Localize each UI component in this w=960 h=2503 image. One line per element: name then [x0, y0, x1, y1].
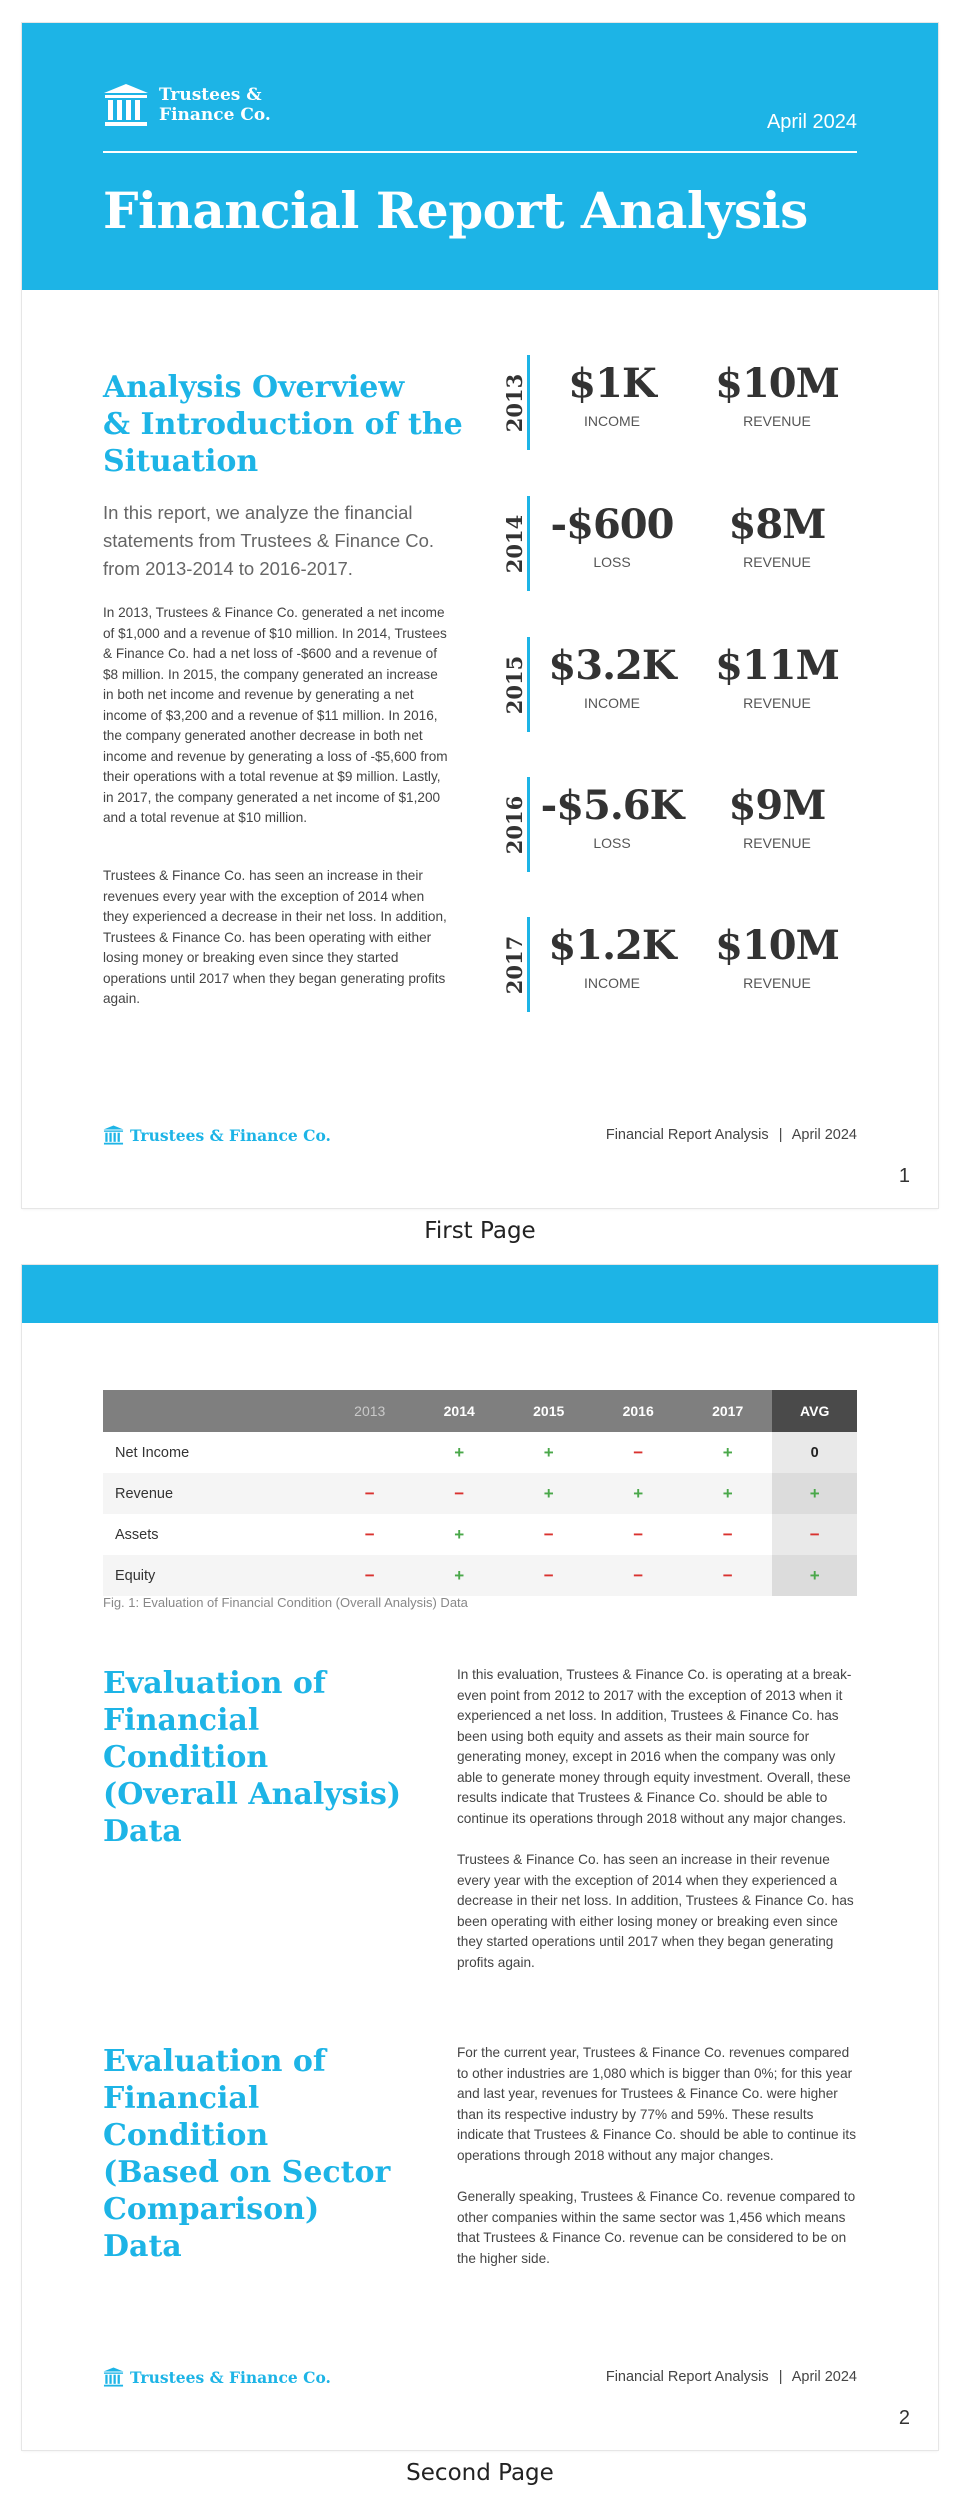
- minus-icon: −: [414, 1473, 503, 1514]
- year-label: [484, 935, 544, 995]
- row-label: Assets: [115, 1526, 159, 1543]
- year-stat-2013: [492, 355, 872, 450]
- stat-revenue: [702, 500, 852, 570]
- year-label: [484, 514, 544, 574]
- stat-label: REVENUE: [743, 695, 811, 711]
- year-label-text: 2013: [501, 373, 527, 433]
- table-row: [103, 1514, 857, 1555]
- page-caption-first: First Page: [424, 1218, 536, 1244]
- page-footer: [103, 2367, 857, 2391]
- stat-value: -$600: [550, 501, 674, 548]
- heading-line: Comparison) Data: [103, 2192, 320, 2264]
- minus-icon: −: [364, 1524, 375, 1544]
- year-stat-2017: [492, 917, 872, 1012]
- heading-line: (Based on Sector: [103, 2155, 391, 2190]
- brand-name-line2: Finance Co.: [159, 105, 271, 125]
- year-divider: [527, 917, 530, 1012]
- page-footer: [103, 1125, 857, 1149]
- plus-icon: +: [683, 1473, 772, 1514]
- heading-line: Data: [103, 1814, 182, 1849]
- table-header-cell: 2015: [504, 1390, 593, 1432]
- minus-icon: −: [325, 1473, 414, 1514]
- table-row: [103, 1555, 857, 1596]
- stat-value: $11M: [715, 642, 839, 689]
- avg-cell: +: [772, 1473, 857, 1514]
- year-stat-2016: [492, 777, 872, 872]
- evaluation-overall-text: [457, 1665, 857, 1973]
- stat-value: $9M: [728, 782, 826, 829]
- year-divider: [527, 355, 530, 450]
- footer-date: April 2024: [791, 2369, 857, 2385]
- paragraph: In this evaluation, Trustees & Finance Co. is operating at a break-even point from 2012 to 2017 with the exception of 2013 when it experienced a net loss. In addition, Trustees & Finance Co. has been using both equity and assets as their main source for generating money, except in 2016 when the company was only able to generate money through equity investment. Overall, these results indicate that Trustees & Finance Co. should be able to continue its operations through 2018 without any major changes.: [457, 1667, 852, 1826]
- brand-logo: [103, 83, 271, 127]
- table-header-cell: 2017: [683, 1390, 772, 1432]
- year-stat-2014: [492, 496, 872, 591]
- figure-caption: Fig. 1: Evaluation of Financial Condition (Overall Analysis) Data: [103, 1595, 468, 1610]
- stat-revenue: [702, 921, 852, 991]
- avg-cell: 0: [772, 1432, 857, 1473]
- minus-icon: −: [504, 1555, 593, 1596]
- table-header-cell: 2016: [593, 1390, 682, 1432]
- stat-label: REVENUE: [743, 835, 811, 851]
- year-stat-2015: [492, 637, 872, 732]
- stat-income: [537, 359, 687, 429]
- row-label: Net Income: [115, 1444, 190, 1461]
- evaluation-sector-text: [457, 2043, 857, 2269]
- stat-label: INCOME: [584, 695, 640, 711]
- stat-value: $1K: [568, 360, 656, 407]
- stat-value: $8M: [728, 501, 826, 548]
- minus-icon: −: [593, 1555, 682, 1596]
- minus-icon: −: [683, 1555, 772, 1596]
- footer-brand-name: Trustees & Finance Co.: [130, 1125, 331, 1145]
- plus-icon: +: [543, 1442, 554, 1462]
- paragraph: For the current year, Trustees & Finance Co. revenues compared to other industries are 1,080 which is bigger than 0%; for this year and last year, revenues for Trustees & Finance Co. were higher than its respective industry by 77% and 59%. These results indicate that Trustees & Finance Co. should be able to continue its operations through 2018 without any major changes.: [457, 2045, 856, 2163]
- overview-paragraph-2: Trustees & Finance Co. has seen an increase in their revenues every year with the exception of 2014 when they experienced a decrease in their net loss. In addition, Trustees & Finance Co. has been operating with either losing money or breaking even since they started operations until 2017 when they began generating profits again.: [103, 868, 447, 1006]
- row-label: Revenue: [103, 1473, 325, 1514]
- minus-icon: −: [633, 1524, 644, 1544]
- heading-line: Financial Condition: [103, 2081, 269, 2153]
- heading-line: Evaluation of: [103, 1666, 326, 1701]
- year-label-text: 2017: [501, 935, 527, 995]
- heading-line: (Overall Analysis): [103, 1777, 402, 1812]
- stat-value: $10M: [715, 922, 839, 969]
- evaluation-overall-heading: [103, 1665, 403, 1850]
- evaluation-table: [103, 1390, 857, 1596]
- page-number: 2: [898, 2407, 910, 2429]
- stat-revenue: [702, 359, 852, 429]
- stat-value: $3.2K: [548, 642, 676, 689]
- footer-info: [606, 2369, 857, 2385]
- evaluation-sector-heading: [103, 2043, 403, 2265]
- page-title: Financial Report Analysis: [103, 181, 808, 240]
- table-row: [103, 1473, 857, 1514]
- paragraph: Generally speaking, Trustees & Finance Co. revenue compared to other companies within the same sector was 1,456 which means that Trustees & Finance Co. revenue can be considered to be on the higher side.: [457, 2189, 856, 2266]
- plus-icon: +: [722, 1442, 733, 1462]
- stat-label: REVENUE: [743, 975, 811, 991]
- stat-income: [537, 921, 687, 991]
- stat-label: INCOME: [584, 413, 640, 429]
- overview-heading-line3: Situation: [103, 444, 259, 479]
- avg-cell: −: [772, 1514, 857, 1555]
- stat-label: REVENUE: [743, 413, 811, 429]
- plus-icon: +: [454, 1442, 465, 1462]
- footer-date: April 2024: [791, 1127, 857, 1143]
- footer-brand-name: Trustees & Finance Co.: [130, 2367, 331, 2387]
- overview-paragraph-1: In 2013, Trustees & Finance Co. generated a net income of $1,000 and a revenue of $10 million. In 2014, Trustees & Finance Co. had a net loss of -$600 and a revenue of $8 million. In 2015, the company generated an increase in both net income and revenue by generating a net income of $3,200 and a revenue of $11 million. In 2016, the company generated another decrease in both net income and revenue by generating a loss of -$5,600 from their operations with a total revenue at $9 million. Lastly, in 2017, the company generated a net income of $1,200 and a total revenue at $10 million.: [103, 605, 448, 825]
- minus-icon: −: [633, 1442, 644, 1462]
- table-cell: [325, 1432, 414, 1473]
- header-date: April 2024: [766, 111, 857, 133]
- stat-value: -$5.6K: [540, 782, 684, 829]
- report-page-1: [22, 23, 938, 1208]
- overview-heading-line2: & Introduction of the: [103, 407, 463, 442]
- stat-income: [537, 641, 687, 711]
- year-label-text: 2015: [501, 655, 527, 715]
- page-number: 1: [898, 1165, 910, 1187]
- year-label: [484, 795, 544, 855]
- footer-title: Financial Report Analysis: [605, 2369, 769, 2385]
- year-label-text: 2016: [501, 795, 527, 855]
- minus-icon: −: [722, 1524, 733, 1544]
- table-header-cell: 2014: [414, 1390, 503, 1432]
- footer-brand: [103, 1125, 331, 1145]
- page-header: [22, 23, 938, 290]
- stat-value: $1.2K: [548, 922, 676, 969]
- stat-label: LOSS: [593, 554, 631, 570]
- brand-name: [159, 85, 271, 125]
- stat-value: $10M: [715, 360, 839, 407]
- bank-building-icon: [103, 83, 149, 127]
- row-label: Equity: [103, 1555, 325, 1596]
- heading-line: Financial Condition: [103, 1703, 269, 1775]
- paragraph: Trustees & Finance Co. has seen an increase in their revenue every year with the exception of 2014 when they experienced a decrease in their net loss. In addition, Trustees & Finance Co. has been operating with either losing money or breaking even since they started operations until 2017 when they began generating profits again.: [457, 1852, 854, 1970]
- stat-revenue: [702, 781, 852, 851]
- brand-name-line1: Trustees &: [159, 85, 262, 105]
- table-header-cell: 2013: [325, 1390, 414, 1432]
- plus-icon: +: [504, 1473, 593, 1514]
- footer-info: [606, 1127, 857, 1143]
- page-header-band: [22, 1265, 938, 1323]
- overview-lead-paragraph: In this report, we analyze the financial statements from Trustees & Finance Co. from 2013-2014 to 2016-2017.: [103, 502, 435, 579]
- footer-separator: |: [778, 1127, 783, 1143]
- bank-building-icon: [103, 1125, 124, 1145]
- overview-heading: [103, 369, 463, 480]
- overview-heading-line1: Analysis Overview: [103, 370, 405, 405]
- table-header-avg: AVG: [772, 1390, 857, 1432]
- minus-icon: −: [325, 1555, 414, 1596]
- year-divider: [527, 637, 530, 732]
- year-divider: [527, 777, 530, 872]
- year-label: [484, 655, 544, 715]
- page-caption-second: Second Page: [406, 2460, 554, 2486]
- plus-icon: +: [454, 1524, 465, 1544]
- plus-icon: +: [414, 1555, 503, 1596]
- table-header-blank: [103, 1390, 325, 1432]
- stat-revenue: [702, 641, 852, 711]
- table-row: [103, 1432, 857, 1473]
- heading-line: Evaluation of: [103, 2044, 326, 2079]
- minus-icon: −: [543, 1524, 554, 1544]
- avg-cell: +: [772, 1555, 857, 1596]
- footer-brand: [103, 2367, 331, 2387]
- stat-label: INCOME: [584, 975, 640, 991]
- stat-loss: [537, 781, 687, 851]
- stat-label: LOSS: [593, 835, 631, 851]
- bank-building-icon: [103, 2367, 124, 2387]
- plus-icon: +: [593, 1473, 682, 1514]
- stat-loss: [537, 500, 687, 570]
- header-divider: [103, 151, 857, 153]
- stat-label: REVENUE: [743, 554, 811, 570]
- report-page-2: [22, 1265, 938, 2450]
- year-divider: [527, 496, 530, 591]
- year-label-text: 2014: [501, 514, 527, 574]
- table-header-row: [103, 1390, 857, 1432]
- footer-title: Financial Report Analysis: [605, 1127, 769, 1143]
- year-label: [484, 373, 544, 433]
- footer-separator: |: [778, 2369, 783, 2385]
